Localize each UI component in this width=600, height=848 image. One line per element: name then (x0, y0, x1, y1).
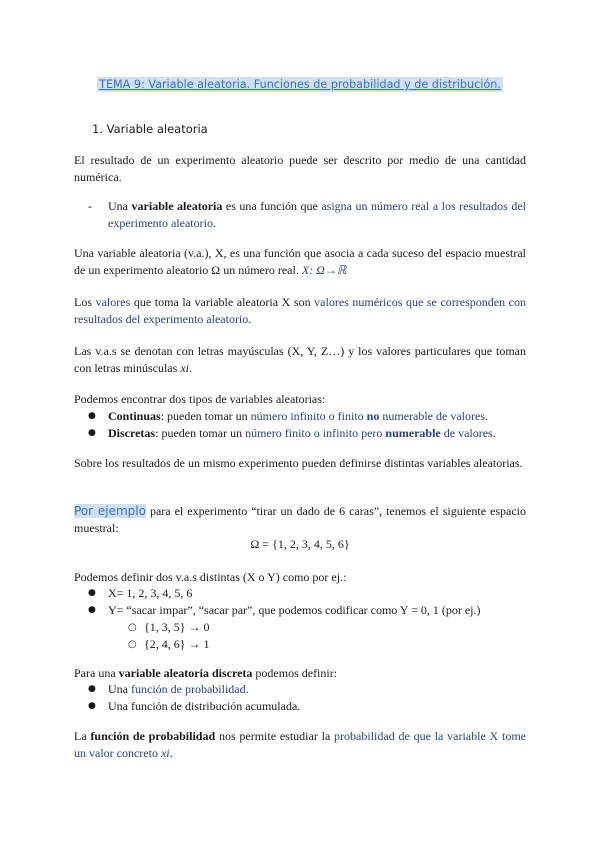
sample-space: Ω = {1, 2, 3, 4, 5, 6} (250, 537, 350, 551)
section-heading: 1. Variable aleatoria (92, 122, 208, 136)
paragraph-types: Podemos encontrar dos tipos de variables aleatorias: (74, 392, 326, 406)
paragraph-funcion-probabilidad: La función de probabilidad nos permite estudiar la probabilidad de que la variable X tome un valor concreto xi. (74, 729, 526, 760)
formula: X: Ω→ℝ (301, 263, 347, 277)
funcs-list (74, 681, 526, 715)
paragraph-va: Una variable aleatoria (v.a.), X, es una función que asocia a cada suceso del espacio muestral de un experimento aleatorio Ω un número real. X: Ω→ℝ (74, 246, 526, 277)
list-item: ● Y= “sacar impar”, “sacar par”, que podemos codificar como Y = 0, 1 (por ej.) (74, 602, 526, 619)
definition-item: - Una variable aleatoria es una función que asigna un número real a los resultados del experimento aleatorio. (74, 198, 526, 232)
page-title (0, 76, 600, 93)
list-item: ● Discretas: pueden tomar un número finito o infinito pero numerable de valores. (74, 425, 526, 442)
list-item: ● Una función de distribución acumulada. (74, 698, 526, 715)
paragraph-valores: Los valores que toma la variable aleatoria X son valores numéricos que se corresponden con resultados del experimento aleatorio. (74, 295, 527, 326)
title-link[interactable]: TEMA 9: Variable aleatoria. Funciones de probabilidad y de distribución. (99, 78, 501, 91)
paragraph-discreta: Para una variable aleatoria discreta podemos definir: (74, 666, 338, 680)
term-variable-aleatoria: variable aleatoria (131, 199, 223, 213)
list-item: ● X= 1, 2, 3, 4, 5, 6 (74, 585, 526, 602)
paragraph-definir: Podemos definir dos v.a.s distintas (X o Y) como por ej.: (74, 570, 347, 584)
example-highlight: Por ejemplo (74, 504, 146, 518)
vars-list (74, 585, 526, 653)
list-item: ● Continuas: pueden tomar un número infinito o finito no numerable de valores. (74, 408, 526, 425)
paragraph-distintas: Sobre los resultados de un mismo experimento pueden definirse distintas variables aleatorias. (74, 456, 523, 470)
types-list (74, 408, 526, 442)
paragraph-notation: Las v.a.s se denotan con letras mayúsculas (X, Y, Z…) y los valores particulares que toman con letras minúsculas xi. (74, 344, 526, 375)
paragraph-ejemplo: Por ejemplo para el experimento “tirar un dado de 6 caras”, tenemos el siguiente espacio muestral: (74, 504, 526, 535)
highlight-text: asigna un número real a los resultados del experimento aleatorio (108, 199, 526, 230)
sub-list-item: ○ {1, 3, 5} → 0 (74, 619, 526, 636)
paragraph-intro: El resultado de un experimento aleatorio puede ser descrito por medio de una cantidad numérica. (74, 153, 526, 184)
list-item: ● Una función de probabilidad. (74, 681, 526, 698)
sub-list-item: ○ {2, 4, 6} → 1 (74, 636, 526, 653)
